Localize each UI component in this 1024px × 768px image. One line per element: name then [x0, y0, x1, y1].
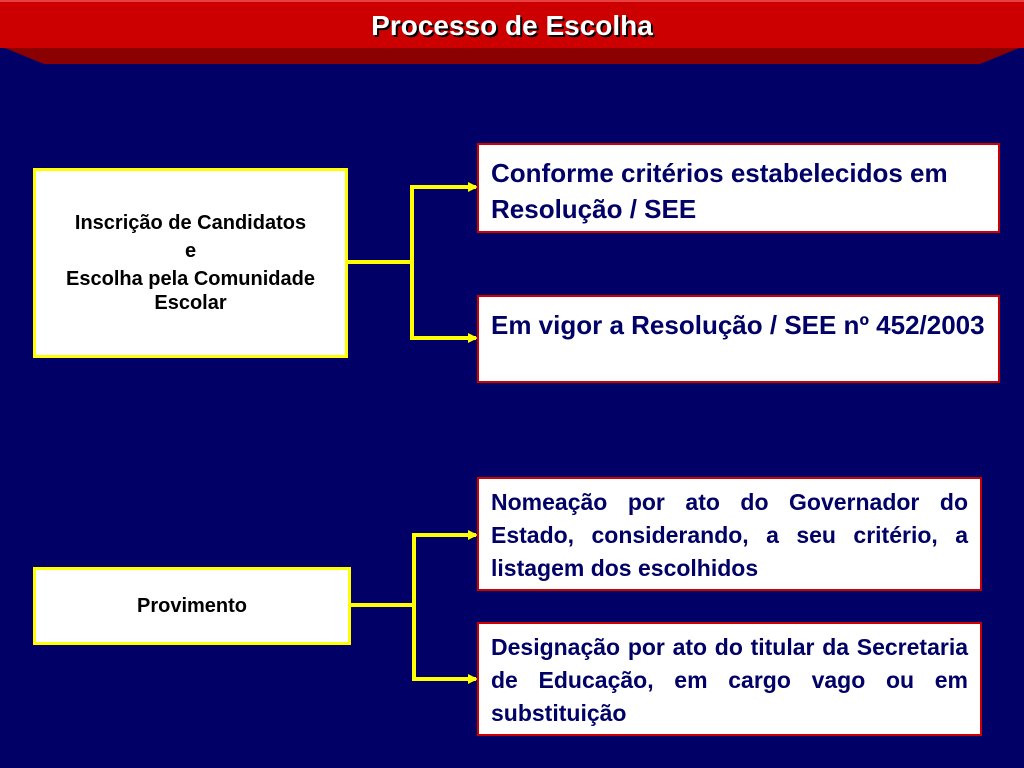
criterios-box: Conforme critérios estabelecidos em Resolução / SEE — [477, 143, 1000, 233]
designacao-box: Designação por ato do titular da Secretaria de Educação, em cargo vago ou em substituição — [477, 622, 982, 736]
nomeacao-box: Nomeação por ato do Governador do Estado, considerando, a seu critério, a listagem dos escolhidos — [477, 477, 982, 591]
provimento-box — [33, 567, 351, 645]
inscricao-box — [33, 168, 348, 358]
inscricao-line-3: Escolha pela Comunidade Escolar — [66, 268, 315, 314]
provimento-label: Provimento — [136, 594, 248, 617]
resolucao-box: Em vigor a Resolução / SEE nº 452/2003 — [477, 295, 1000, 383]
page-title: Processo de Escolha — [371, 10, 653, 41]
inscricao-line-1: Inscrição de Candidatos — [74, 212, 307, 234]
inscricao-line-2: e — [184, 240, 197, 262]
